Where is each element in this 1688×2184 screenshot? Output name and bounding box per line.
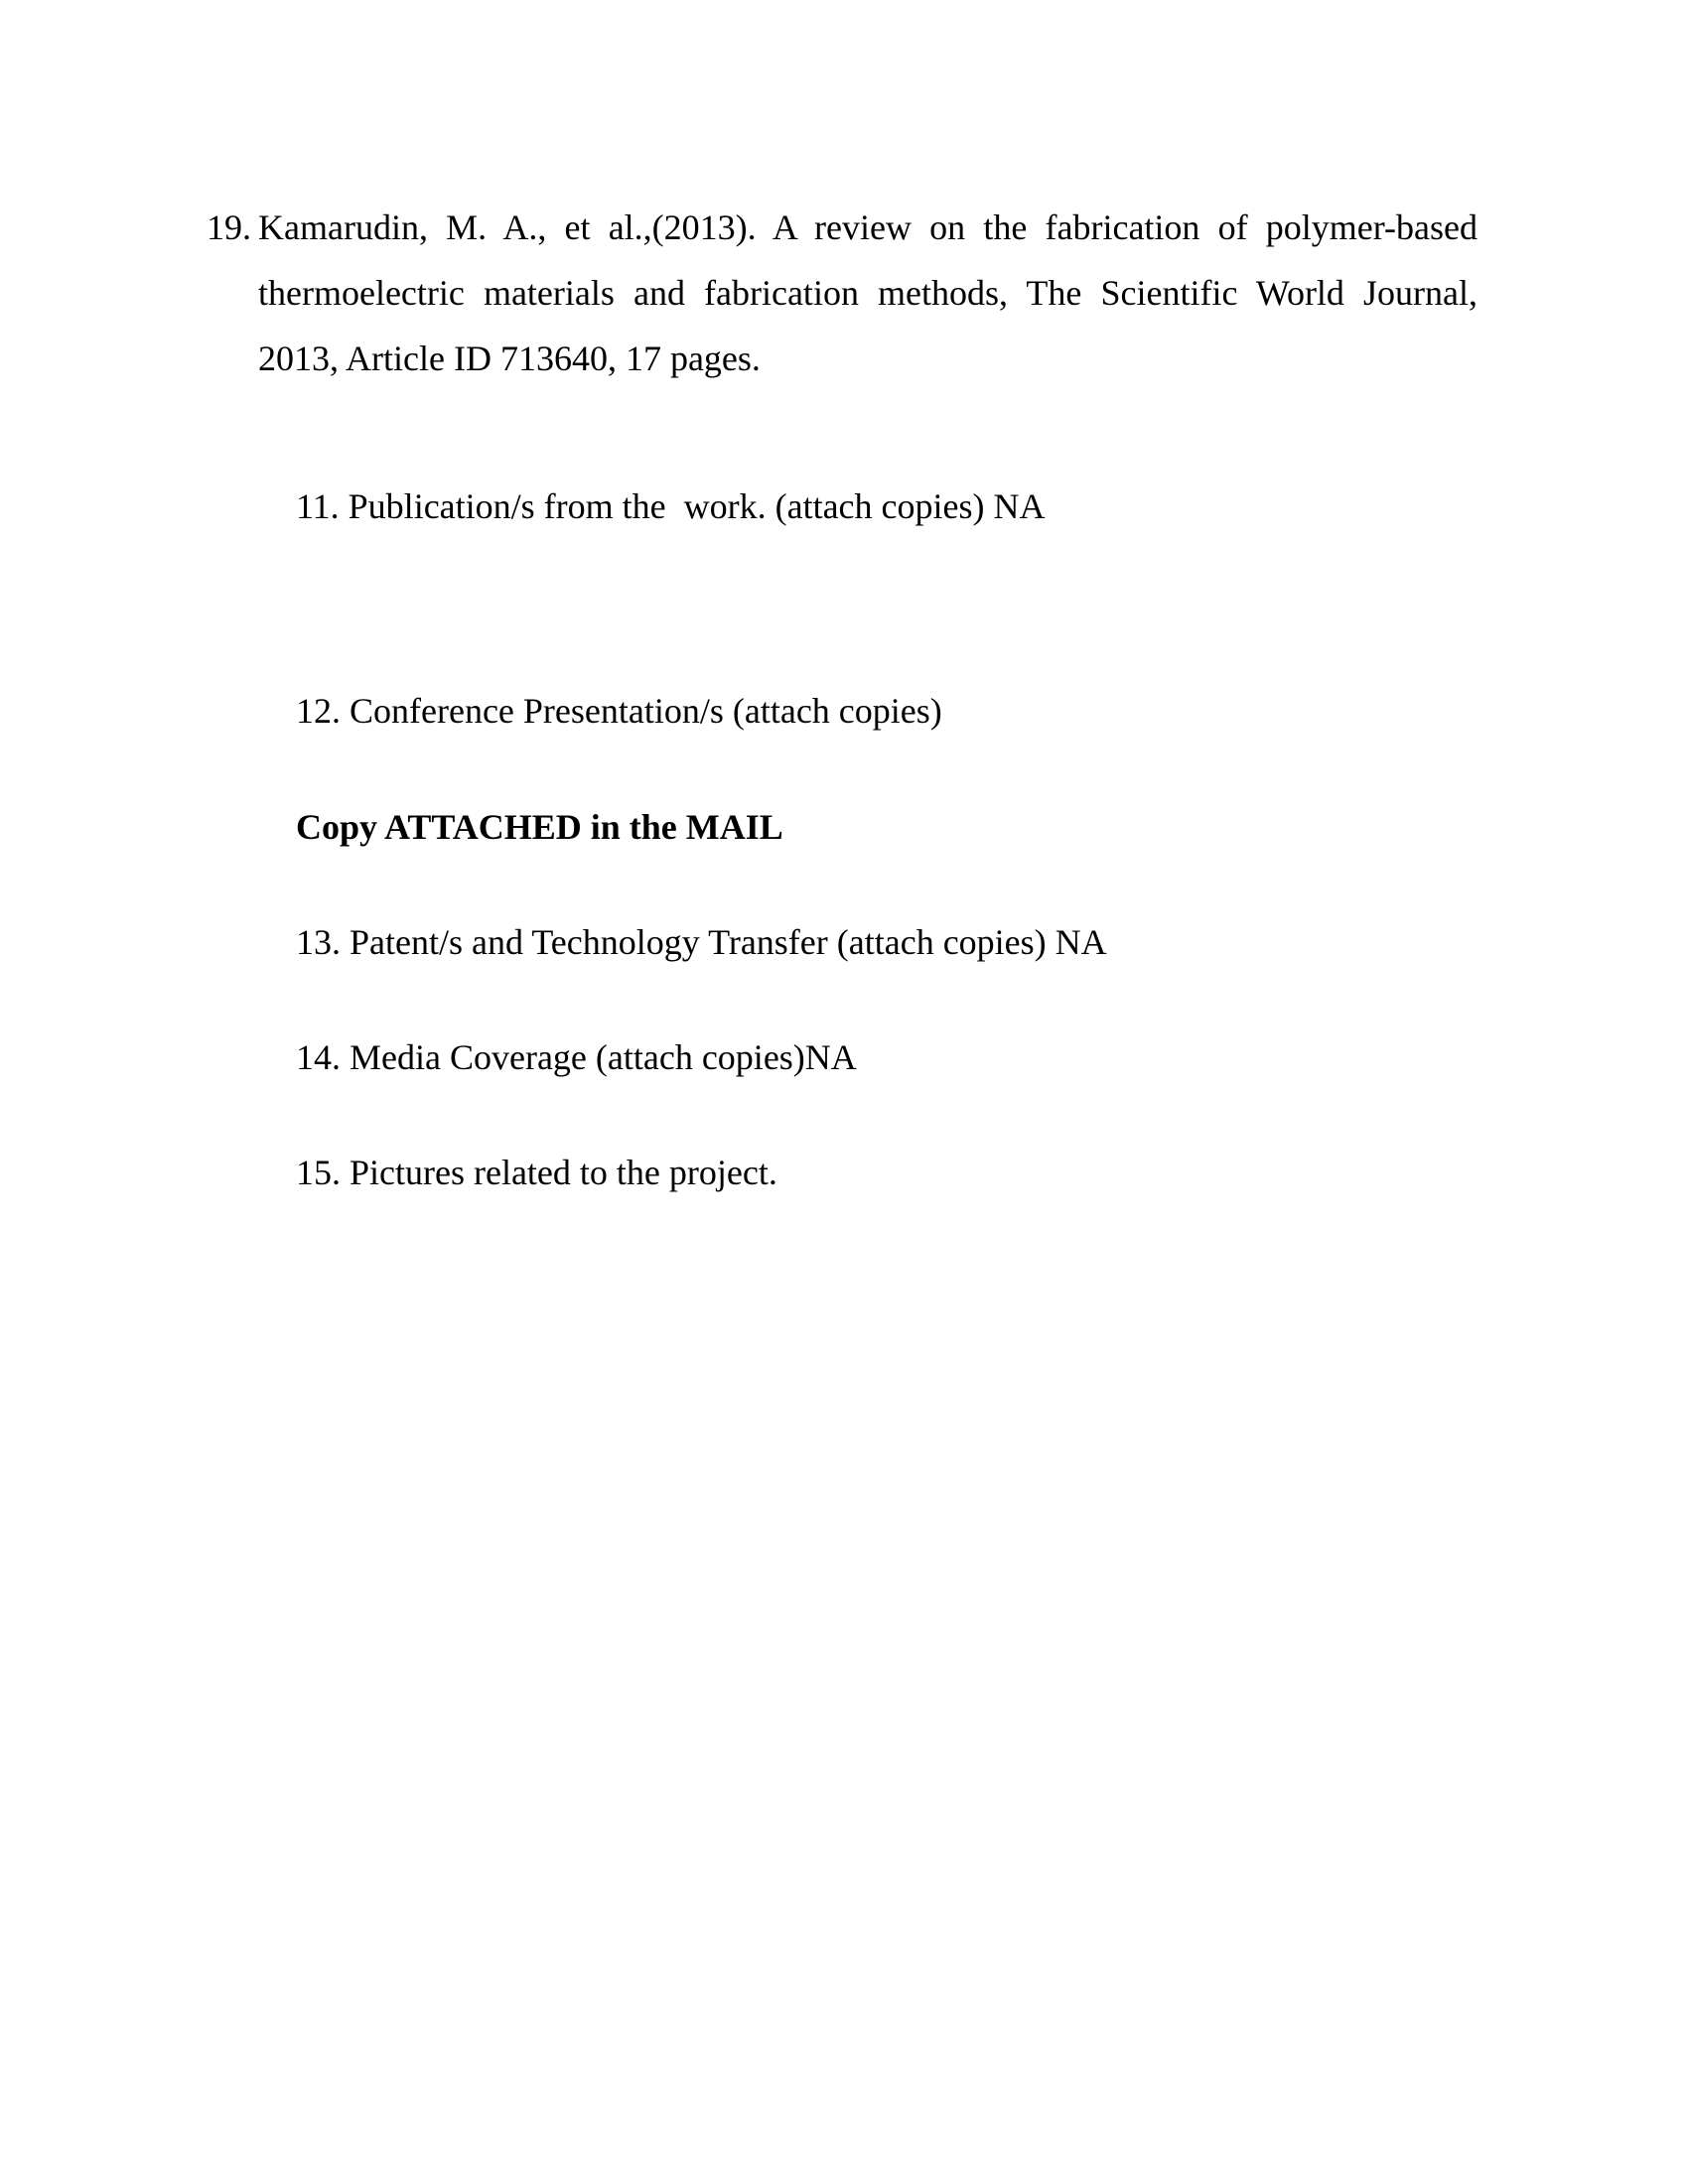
item-media-coverage: 14. Media Coverage (attach copies)NA xyxy=(296,1037,857,1077)
item-patents-technology-transfer: 13. Patent/s and Technology Transfer (attach copies) NA xyxy=(296,922,1107,962)
reference-number: 19. xyxy=(207,207,251,247)
item-conference-presentations: 12. Conference Presentation/s (attach copies) xyxy=(296,691,942,731)
reference-entry xyxy=(207,195,1477,391)
copy-attached-note: Copy ATTACHED in the MAIL xyxy=(296,807,783,847)
reference-text: Kamarudin, M. A., et al.,(2013). A review on the fabrication of polymer-based thermoelectric materials and fabrication methods, The Scientific World Journal, 2013, Article ID 713640, 17 pages. xyxy=(258,207,1477,378)
item-project-pictures: 15. Pictures related to the project. xyxy=(296,1153,777,1192)
item-publications: 11. Publication/s from the work. (attach copies) NA xyxy=(296,486,1046,526)
